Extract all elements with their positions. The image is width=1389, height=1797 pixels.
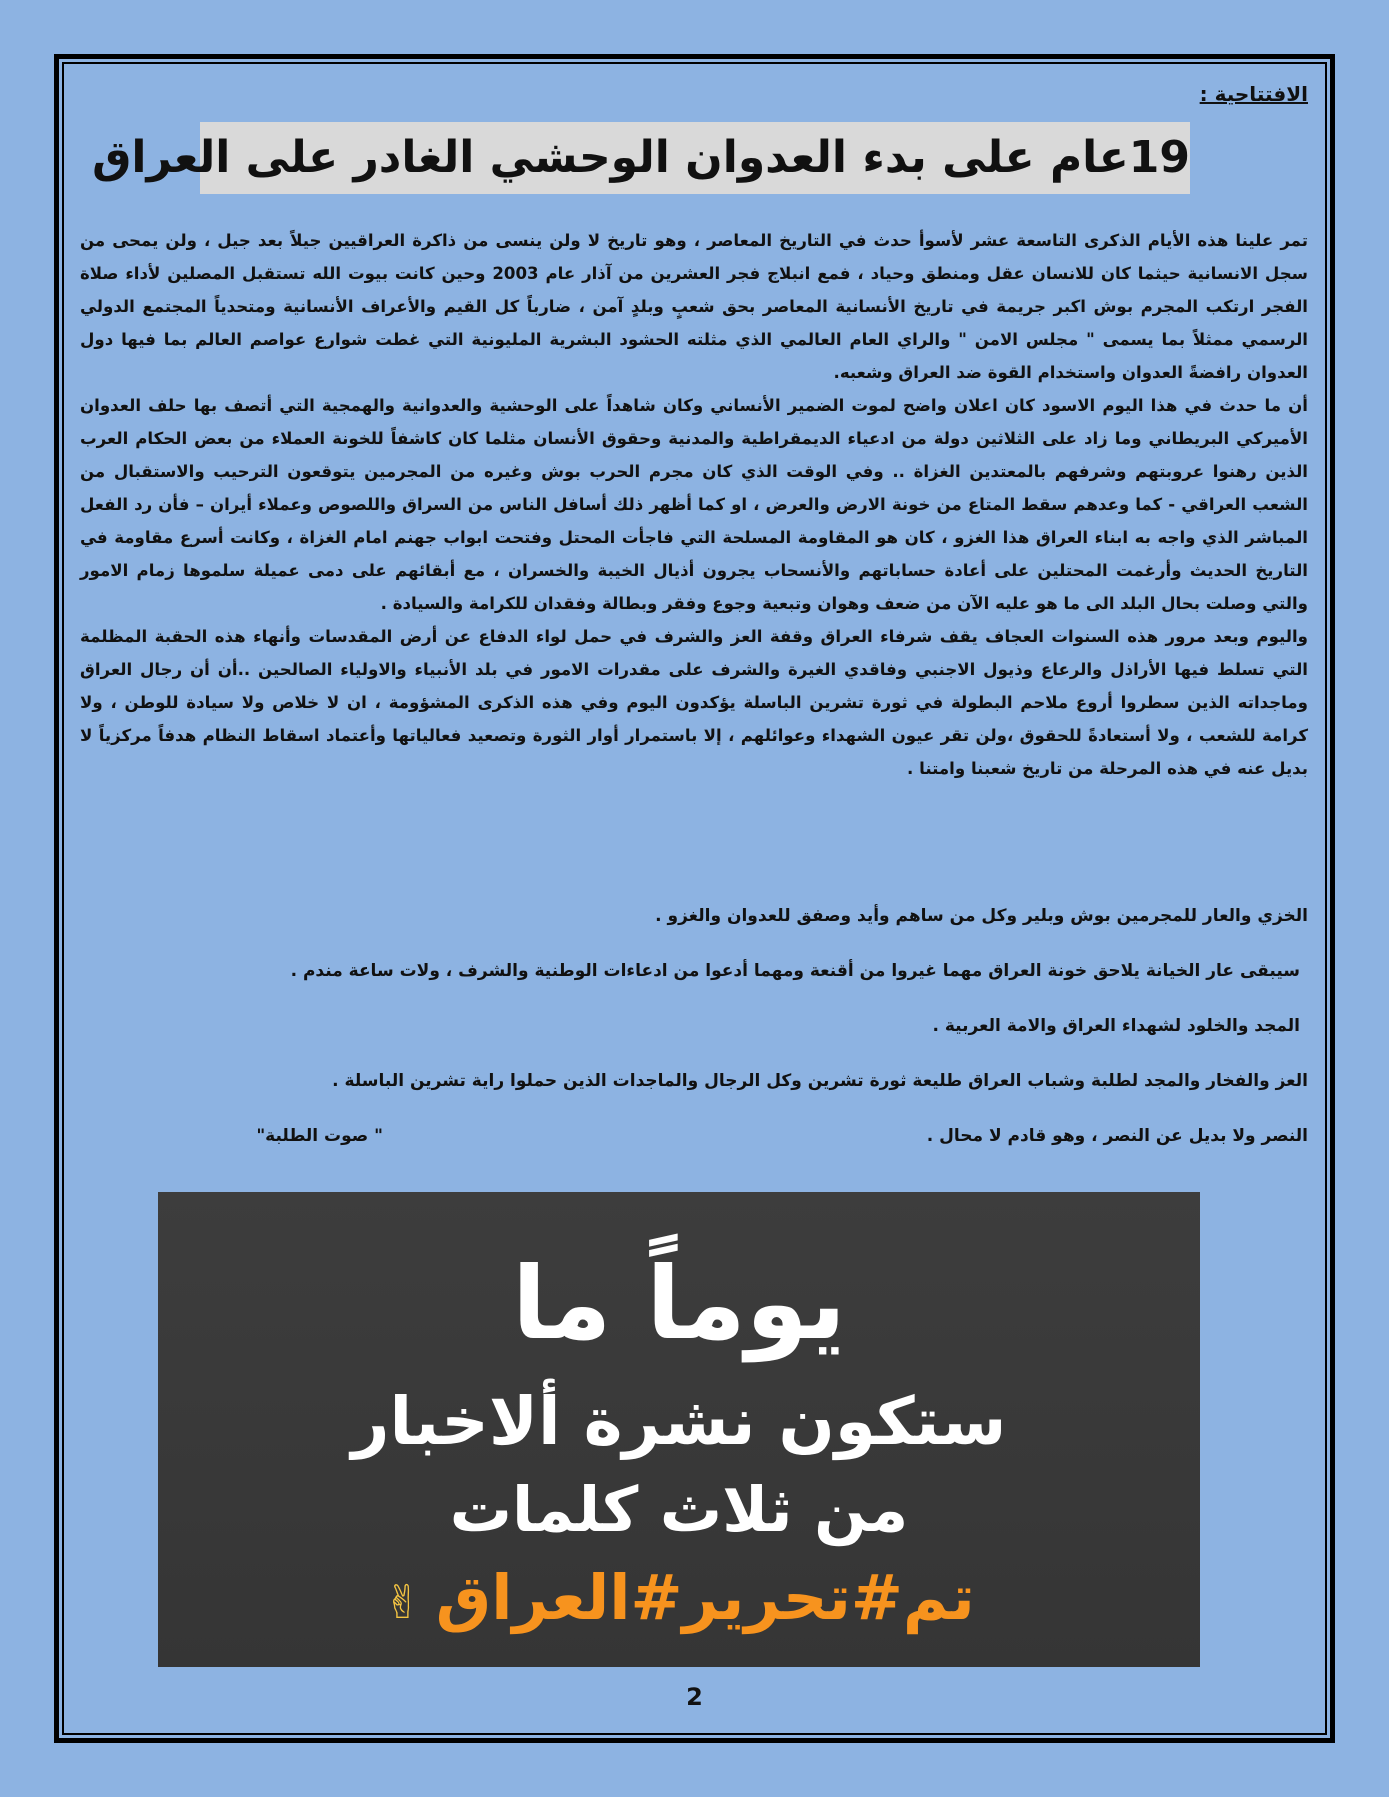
- poster-hashtag: تم#تحرير#العراق: [435, 1561, 975, 1634]
- signature: " صوت الطلبة": [256, 1126, 383, 1146]
- poster-line-3: من ثلاث كلمات: [449, 1473, 909, 1546]
- slogan-1: الخزي والعار للمجرمين بوش وبلير وكل من ساهم وأيد وصفق للعدوان والغزو .: [655, 906, 1308, 926]
- closing-slogan: النصر ولا بديل عن النصر ، وهو قادم لا محال .: [926, 1126, 1308, 1146]
- poster-line-2: ستكون نشرة ألاخبار: [351, 1383, 1007, 1460]
- slogan-3: المجد والخلود لشهداء العراق والامة العربية .: [932, 1016, 1300, 1036]
- paragraph-1: تمر علينا هذه الأيام الذكرى التاسعة عشر لأسوأ حدث في التاريخ المعاصر ، وهو تاريخ لا ولن ينسى من ذاكرة العراقيين جيلاً بعد جيل ، ولن يمحى من سجل الانسانية حيثما كان للانسان عقل ومنطق وحياد ، فمع انبلاج فجر العشرين من آذار عام 2003 وحين كانت بيوت الله تستقبل المصلين لأداء صلاة الفجر ارتكب المجرم بوش اكبر جريمة في تاريخ الأنسانية المعاصر بحق شعبٍ وبلدٍ آمن ، ضارباً كل القيم والأعراف الأنسانية ومتحدياً المجتمع الدولي الرسمي ممثلاً بما يسمى " مجلس الامن " والراي العام العالمي الذي مثلته الحشود البشرية المليونية التي غطت شوارع عواصم العالم بما فيها دول العدوان رافضةً العدوان واستخدام القوة ضد العراق وشعبه.: [80, 231, 1308, 382]
- closing-row: [80, 1120, 1308, 1152]
- poster-line-1: يوماً ما: [512, 1245, 846, 1362]
- poster-image: [158, 1192, 1200, 1667]
- paragraph-3: واليوم وبعد مرور هذه السنوات العجاف يقف شرفاء العراق وقفة العز والشرف في حمل لواء الدفاع عن أرض المقدسات وأنهاء هذه الحقبة المظلمة التي تسلط فيها الأراذل والرعاع وذيول الاجنبي وفاقدي الغيرة والشرف على مقدرات الامور في بلد الأنبياء والاولياء الصالحين ..أن أن رجال العراق وماجداته الذين سطروا أروع ملاحم البطولة في ثورة تشرين الباسلة يؤكدون اليوم وفي هذه الذكرى المشؤومة ، ان لا خلاص ولا سيادة للوطن ، ولا كرامة للشعب ، ولا أستعادةً للحقوق ،ولن تقر عيون الشهداء وعوائلهم ، إلا باستمرار أوار الثورة وتصعيد فعالياتها وأعتماد اسقاط النظام هدفاً مركزياً لا بديل عنه في هذه المرحلة من تاريخ شعبنا وامتنا .: [80, 627, 1308, 778]
- article-body: [80, 224, 1308, 785]
- headline: 19عام على بدء العدوان الوحشي الغادر على العراق: [200, 122, 1190, 194]
- victory-hand-icon: ✌: [383, 1574, 422, 1629]
- slogan-2: سيبقى عار الخيانة يلاحق خونة العراق مهما غيروا من أقنعة ومهما أدعوا من ادعاءات الوطنية والشرف ، ولات ساعة مندم .: [290, 961, 1300, 981]
- page-number: 2: [686, 1683, 703, 1711]
- slogan-4: العز والفخار والمجد لطلبة وشباب العراق طليعة ثورة تشرين وكل الرجال والماجدات الذين حملوا راية تشرين الباسلة .: [332, 1071, 1308, 1091]
- section-label: الافتتاحية :: [1199, 82, 1308, 106]
- slogans: [80, 900, 1308, 1152]
- paragraph-2: أن ما حدث في هذا اليوم الاسود كان اعلان واضح لموت الضمير الأنساني وكان شاهداً على الوحشية والعدوانية والهمجية التي أتصف بها حلف العدوان الأميركي البريطاني وما زاد على الثلاثين دولة من ادعياء الديمقراطية والمدنية وحقوق الأنسان مثلما كان كاشفاً للخونة العملاء من بعض الحكام العرب الذين رهنوا عروبتهم وشرفهم بالمعتدين الغزاة .. وفي الوقت الذي كان مجرم الحرب بوش وغيره من المجرمين يتوقعون الترحيب والاستقبال من الشعب العراقي - كما وعدهم سقط المتاع من خونة الارض والعرض ، او كما أظهر ذلك أسافل الناس من السراق واللصوص وعملاء أيران – فأن رد الفعل المباشر الذي واجه به ابناء العراق هذا الغزو ، كان هو المقاومة المسلحة التي فاجأت المحتل وفتحت ابواب جهنم امام الغزاة ، وكانت أسرع مقاومة في التاريخ الحديث وأرغمت المحتلين على أعادة حساباتهم والأنسحاب يجرون أذيال الخيبة والخسران ، مع أبقائهم على دمى عميلة سلموها زمام الامور والتي وصلت بحال البلد الى ما هو عليه الآن من ضعف وهوان وتبعية وجوع وفقر وبطالة وفقدان للكرامة والسيادة .: [80, 396, 1308, 613]
- poster-line-4: [158, 1558, 1200, 1638]
